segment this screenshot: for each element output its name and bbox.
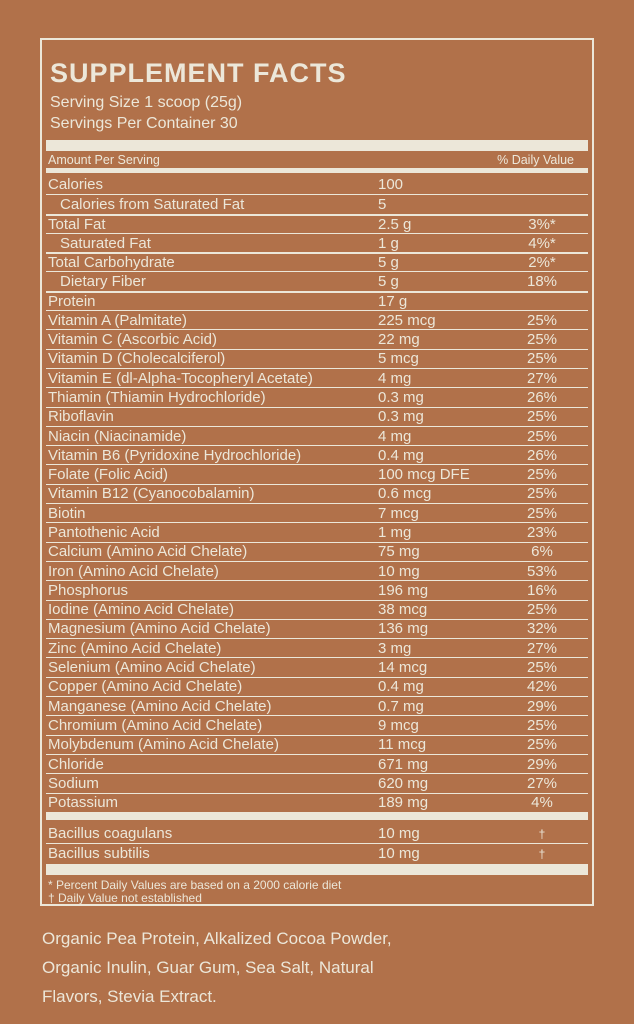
panel-title: SUPPLEMENT FACTS xyxy=(50,58,347,88)
nutrient-name: Iodine (Amino Acid Chelate) xyxy=(48,601,234,619)
nutrient-daily-value: 23% xyxy=(526,523,558,541)
nutrient-daily-value: 2%* xyxy=(528,254,556,272)
ingredients-text xyxy=(42,924,392,1011)
table-row xyxy=(46,503,588,522)
ingredients-line: Organic Inulin, Guar Gum, Sea Salt, Natural xyxy=(42,958,374,977)
nutrient-daily-value: 25% xyxy=(526,485,558,503)
nutrient-name: Vitamin C (Ascorbic Acid) xyxy=(48,331,217,349)
nutrient-name: Manganese (Amino Acid Chelate) xyxy=(48,697,272,715)
nutrient-amount: 189 mg xyxy=(378,794,429,812)
footnote-daily-values: * Percent Daily Values are based on a 2000 calorie diet xyxy=(48,877,342,892)
nutrient-amount: 225 mcg xyxy=(378,311,436,329)
nutrient-name: Protein xyxy=(48,292,96,310)
divider-bar-header xyxy=(46,168,588,173)
nutrient-amount: 5 g xyxy=(378,273,399,291)
nutrient-daily-value: 25% xyxy=(526,659,558,677)
nutrient-name: Thiamin (Thiamin Hydrochloride) xyxy=(48,388,266,406)
nutrient-name: Molybdenum (Amino Acid Chelate) xyxy=(48,736,279,754)
table-row xyxy=(46,310,588,329)
nutrient-daily-value: 25% xyxy=(526,736,558,754)
table-row xyxy=(46,677,588,696)
table-row xyxy=(46,175,588,194)
column-header-amount: Amount Per Serving xyxy=(48,152,160,167)
nutrient-daily-value: 27% xyxy=(526,639,558,657)
nutrient-daily-value: 25% xyxy=(526,427,558,445)
nutrient-name: Vitamin E (dl-Alpha-Tocopheryl Acetate) xyxy=(48,369,313,387)
nutrient-daily-value: † xyxy=(538,846,546,861)
nutrient-name: Zinc (Amino Acid Chelate) xyxy=(48,639,222,657)
nutrient-name: Vitamin B12 (Cyanocobalamin) xyxy=(48,485,255,503)
table-row xyxy=(46,214,588,233)
nutrient-name: Copper (Amino Acid Chelate) xyxy=(48,678,243,696)
nutrient-table xyxy=(46,175,588,812)
table-row xyxy=(46,580,588,599)
nutrient-daily-value: 32% xyxy=(526,620,558,638)
nutrient-daily-value: 25% xyxy=(526,331,558,349)
servings-per-container-text: Servings Per Container 30 xyxy=(50,115,238,132)
nutrient-daily-value: 25% xyxy=(526,466,558,484)
probiotic-table xyxy=(46,824,588,863)
nutrient-amount: 17 g xyxy=(378,292,408,310)
nutrient-amount: 11 mcg xyxy=(378,736,427,754)
nutrient-daily-value: 6% xyxy=(531,543,553,561)
nutrient-amount: 0.4 mg xyxy=(378,678,424,696)
nutrient-daily-value: 53% xyxy=(526,562,558,580)
table-row xyxy=(46,773,588,792)
table-row xyxy=(46,793,588,812)
nutrient-daily-value: 42% xyxy=(526,678,558,696)
nutrient-daily-value: 4% xyxy=(531,794,553,812)
table-row xyxy=(46,291,588,310)
table-row xyxy=(46,329,588,348)
nutrient-daily-value: 25% xyxy=(526,504,558,522)
column-header-daily-value: % Daily Value xyxy=(497,152,574,167)
table-row xyxy=(46,484,588,503)
nutrient-name: Calories from Saturated Fat xyxy=(60,195,245,213)
nutrient-daily-value: 26% xyxy=(526,388,558,406)
nutrient-amount: 0.7 mg xyxy=(378,697,424,715)
nutrient-amount: 0.3 mg xyxy=(378,408,424,426)
divider-bar-footnotes xyxy=(46,864,588,875)
nutrient-name: Magnesium (Amino Acid Chelate) xyxy=(48,620,271,638)
ingredients-line: Organic Pea Protein, Alkalized Cocoa Powder, xyxy=(42,929,392,948)
divider-bar-probiotics xyxy=(46,812,588,820)
nutrient-name: Pantothenic Acid xyxy=(48,523,160,541)
nutrient-name: Calories xyxy=(48,176,104,194)
nutrient-name: Total Carbohydrate xyxy=(48,254,175,272)
table-row xyxy=(46,426,588,445)
table-row xyxy=(46,252,588,271)
table-row xyxy=(46,407,588,426)
nutrient-amount: 10 mg xyxy=(378,845,420,863)
nutrient-amount: 1 g xyxy=(378,234,399,252)
table-column-header xyxy=(46,151,588,168)
table-row xyxy=(46,657,588,676)
table-row xyxy=(46,638,588,657)
nutrient-name: Riboflavin xyxy=(48,408,114,426)
nutrient-amount: 2.5 g xyxy=(378,215,412,233)
nutrient-amount: 100 mcg DFE xyxy=(378,466,470,484)
nutrient-amount: 4 mg xyxy=(378,427,412,445)
nutrient-daily-value: 27% xyxy=(526,774,558,792)
nutrient-amount: 100 xyxy=(378,176,404,194)
nutrient-name: Total Fat xyxy=(48,215,106,233)
nutrient-amount: 7 mcg xyxy=(378,504,419,522)
nutrient-name: Biotin xyxy=(48,504,86,522)
table-row xyxy=(46,542,588,561)
nutrient-amount: 0.3 mg xyxy=(378,388,424,406)
nutrient-daily-value: 18% xyxy=(526,273,558,291)
nutrient-amount: 5 mcg xyxy=(378,350,419,368)
nutrient-name: Saturated Fat xyxy=(60,234,151,252)
supplement-facts-panel xyxy=(40,38,594,906)
nutrient-daily-value: † xyxy=(538,826,546,841)
serving-size-text: Serving Size 1 scoop (25g) xyxy=(50,94,243,111)
nutrient-amount: 3 mg xyxy=(378,639,412,657)
nutrient-daily-value: 29% xyxy=(526,697,558,715)
nutrient-daily-value: 3%* xyxy=(528,215,556,233)
nutrient-name: Calcium (Amino Acid Chelate) xyxy=(48,543,248,561)
nutrient-name: Iron (Amino Acid Chelate) xyxy=(48,562,219,580)
table-row xyxy=(46,754,588,773)
divider-bar-top xyxy=(46,140,588,151)
nutrient-amount: 0.4 mg xyxy=(378,446,424,464)
nutrient-amount: 38 mcg xyxy=(378,601,428,619)
nutrient-name: Vitamin A (Palmitate) xyxy=(48,311,187,329)
nutrient-amount: 196 mg xyxy=(378,581,429,599)
nutrient-name: Bacillus coagulans xyxy=(48,825,173,843)
nutrient-name: Chloride xyxy=(48,755,104,773)
table-row xyxy=(46,233,588,252)
nutrient-amount: 9 mcg xyxy=(378,716,419,734)
nutrient-name: Vitamin D (Cholecalciferol) xyxy=(48,350,226,368)
nutrient-daily-value: 27% xyxy=(526,369,558,387)
nutrient-amount: 5 xyxy=(378,195,387,213)
ingredients-line: Flavors, Stevia Extract. xyxy=(42,987,217,1006)
nutrient-amount: 136 mg xyxy=(378,620,429,638)
nutrient-name: Dietary Fiber xyxy=(60,273,146,291)
table-row xyxy=(46,715,588,734)
nutrient-amount: 0.6 mcg xyxy=(378,485,432,503)
table-row xyxy=(46,194,588,213)
nutrient-daily-value: 26% xyxy=(526,446,558,464)
nutrient-amount: 10 mg xyxy=(378,825,420,843)
nutrient-daily-value: 25% xyxy=(526,601,558,619)
table-row xyxy=(46,843,588,863)
table-row xyxy=(46,824,588,844)
table-row xyxy=(46,696,588,715)
nutrient-amount: 14 mcg xyxy=(378,659,428,677)
table-row xyxy=(46,561,588,580)
nutrient-amount: 75 mg xyxy=(378,543,420,561)
nutrient-name: Chromium (Amino Acid Chelate) xyxy=(48,716,263,734)
nutrient-amount: 22 mg xyxy=(378,331,420,349)
footnote-dagger: † Daily Value not established xyxy=(48,890,202,905)
nutrient-amount: 4 mg xyxy=(378,369,412,387)
table-row xyxy=(46,464,588,483)
nutrient-name: Bacillus subtilis xyxy=(48,845,150,863)
table-row xyxy=(46,522,588,541)
table-row xyxy=(46,735,588,754)
table-row xyxy=(46,368,588,387)
nutrient-daily-value: 4%* xyxy=(528,234,556,252)
nutrient-name: Selenium (Amino Acid Chelate) xyxy=(48,659,256,677)
nutrient-name: Sodium xyxy=(48,774,99,792)
table-row xyxy=(46,619,588,638)
nutrient-amount: 620 mg xyxy=(378,774,429,792)
nutrient-daily-value: 25% xyxy=(526,311,558,329)
nutrient-daily-value: 25% xyxy=(526,716,558,734)
table-row xyxy=(46,387,588,406)
nutrient-daily-value: 25% xyxy=(526,408,558,426)
nutrient-amount: 1 mg xyxy=(378,523,412,541)
table-row xyxy=(46,349,588,368)
table-row xyxy=(46,271,588,290)
nutrient-name: Vitamin B6 (Pyridoxine Hydrochloride) xyxy=(48,446,302,464)
nutrient-amount: 5 g xyxy=(378,254,399,272)
nutrient-name: Phosphorus xyxy=(48,581,129,599)
nutrient-amount: 10 mg xyxy=(378,562,420,580)
nutrient-daily-value: 25% xyxy=(526,350,558,368)
nutrient-name: Folate (Folic Acid) xyxy=(48,466,169,484)
nutrient-amount: 671 mg xyxy=(378,755,429,773)
nutrient-daily-value: 16% xyxy=(526,581,558,599)
table-row xyxy=(46,600,588,619)
nutrient-name: Potassium xyxy=(48,794,119,812)
nutrient-daily-value: 29% xyxy=(526,755,558,773)
nutrient-name: Niacin (Niacinamide) xyxy=(48,427,187,445)
table-row xyxy=(46,445,588,464)
